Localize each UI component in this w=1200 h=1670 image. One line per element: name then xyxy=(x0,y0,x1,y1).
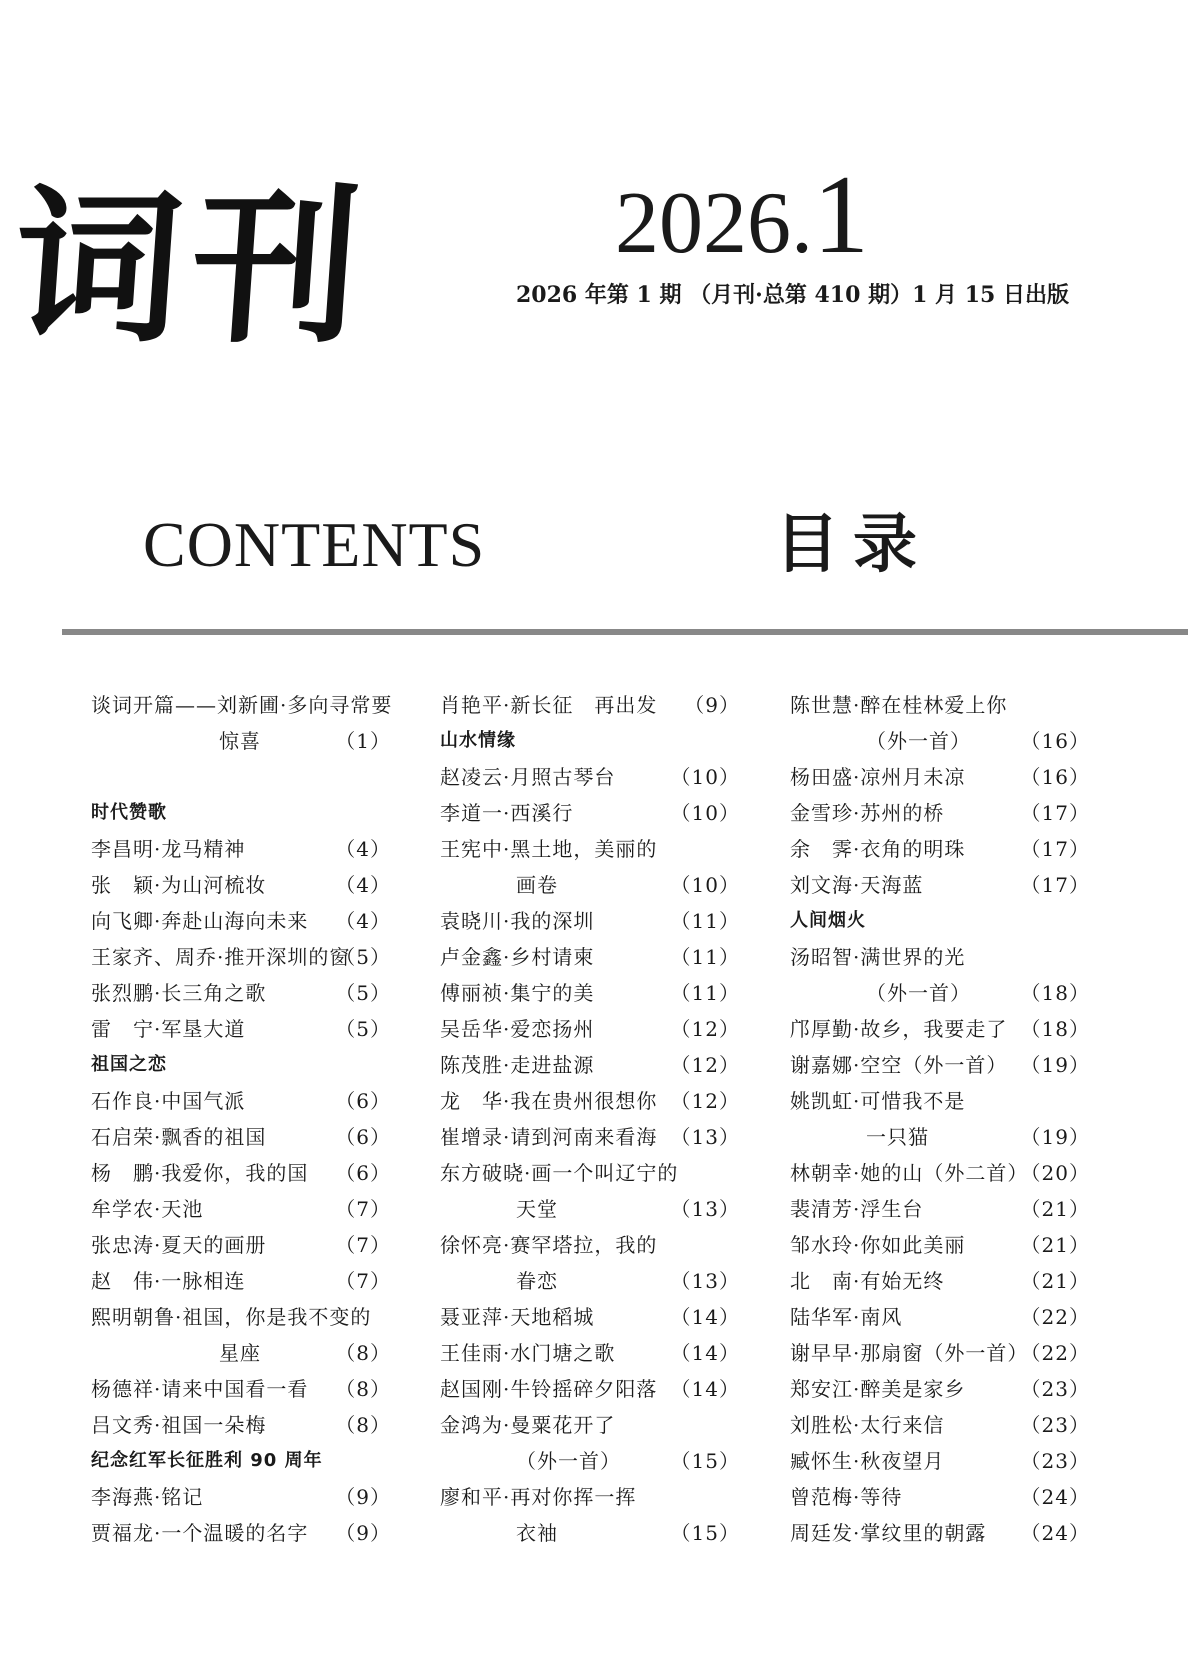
entry-title: 周廷发·掌纹里的朝露 xyxy=(790,1521,987,1545)
toc-entry[interactable] xyxy=(440,795,740,831)
entry-page: （17） xyxy=(1020,801,1090,825)
entry-title: 陈茂胜·走进盐源 xyxy=(440,1053,595,1077)
toc-entry[interactable] xyxy=(790,687,1090,723)
entry-title: 林朝幸·她的山（外二首） xyxy=(790,1161,1029,1185)
entry-page: （1） xyxy=(335,729,391,753)
entry-title: 眷恋 xyxy=(516,1269,558,1293)
entry-page: （7） xyxy=(335,1197,391,1221)
entry-title: 吕文秀·祖国一朵梅 xyxy=(91,1413,267,1437)
entry-title: 肖艳平·新长征 再出发 xyxy=(440,693,658,717)
contents-heading-en: CONTENTS xyxy=(143,509,486,580)
toc-entry[interactable] xyxy=(91,1263,391,1299)
entry-title: 邝厚勤·故乡，我要走了 xyxy=(790,1017,1008,1041)
entry-page: （22） xyxy=(1020,1341,1090,1365)
toc-entry[interactable] xyxy=(91,1407,391,1443)
toc-entry[interactable] xyxy=(91,1515,391,1551)
entry-page: （6） xyxy=(335,1161,391,1185)
entry-page: （8） xyxy=(335,1341,391,1365)
toc-entry[interactable] xyxy=(440,1263,740,1299)
entry-page: （5） xyxy=(335,945,391,969)
entry-title: 杨田盛·凉州月未凉 xyxy=(790,765,966,789)
toc-entry[interactable] xyxy=(440,1371,740,1407)
toc-entry[interactable] xyxy=(790,867,1090,903)
toc-entry[interactable] xyxy=(440,1119,740,1155)
toc-entry[interactable] xyxy=(91,1227,391,1263)
toc-entry[interactable] xyxy=(440,903,740,939)
entry-title: 熙明朝鲁·祖国，你是我不变的 xyxy=(91,1305,372,1329)
entry-title: 臧怀生·秋夜望月 xyxy=(790,1449,945,1473)
section-title: 人间烟火 xyxy=(790,910,866,931)
entry-title: 谢嘉娜·空空（外一首） xyxy=(790,1053,1008,1077)
toc-entry[interactable] xyxy=(790,1371,1090,1407)
toc-entry[interactable] xyxy=(790,831,1090,867)
toc-entry[interactable] xyxy=(440,1407,740,1443)
entry-title: 汤昭智·满世界的光 xyxy=(790,945,966,969)
toc-entry[interactable] xyxy=(440,1335,740,1371)
entry-page: （11） xyxy=(670,981,740,1005)
entry-page: （10） xyxy=(670,765,740,789)
entry-page: （9） xyxy=(684,693,740,717)
entry-title: 星座 xyxy=(219,1341,261,1365)
toc-entry[interactable] xyxy=(91,1119,391,1155)
toc-entry[interactable] xyxy=(440,1191,740,1227)
entry-title: 李道一·西溪行 xyxy=(440,801,574,825)
toc-entry[interactable] xyxy=(790,1011,1090,1047)
entry-title: 画卷 xyxy=(516,873,558,897)
toc-entry[interactable] xyxy=(440,1299,740,1335)
entry-title: 邹水玲·你如此美丽 xyxy=(790,1233,966,1257)
toc-entry[interactable] xyxy=(440,867,740,903)
entry-page: （22） xyxy=(1020,1305,1090,1329)
toc-entry[interactable] xyxy=(790,1479,1090,1515)
entry-page: （12） xyxy=(670,1017,740,1041)
toc-entry[interactable] xyxy=(440,1515,740,1551)
entry-title: 谈词开篇——刘新圃·多向寻常要 xyxy=(91,693,393,717)
entry-page: （6） xyxy=(335,1089,391,1113)
entry-page: （11） xyxy=(670,909,740,933)
entry-title: 袁晓川·我的深圳 xyxy=(440,909,595,933)
entry-page: （21） xyxy=(1020,1197,1090,1221)
toc-entry[interactable] xyxy=(790,1263,1090,1299)
entry-page: （20） xyxy=(1020,1161,1090,1185)
entry-title: 一只猫 xyxy=(866,1125,929,1149)
section-title: 祖国之恋 xyxy=(91,1054,167,1075)
entry-title: 聂亚萍·天地稻城 xyxy=(440,1305,595,1329)
entry-title: 王宪中·黑土地，美丽的 xyxy=(440,837,658,861)
magazine-logo: 词刊 xyxy=(7,170,377,366)
entry-title: 张忠涛·夏天的画册 xyxy=(91,1233,267,1257)
entry-page: （14） xyxy=(670,1341,740,1365)
issue-number-big: 1 xyxy=(813,153,869,277)
entry-page: （15） xyxy=(670,1449,740,1473)
toc-entry[interactable] xyxy=(91,687,391,723)
entry-title: 傅丽祯·集宁的美 xyxy=(440,981,595,1005)
entry-title: 北 南·有始无终 xyxy=(790,1269,945,1293)
entry-page: （23） xyxy=(1020,1377,1090,1401)
entry-title: 金鸿为·曼粟花开了 xyxy=(440,1413,616,1437)
toc-column-2 xyxy=(440,687,740,1551)
entry-page: （12） xyxy=(670,1053,740,1077)
toc-entry[interactable] xyxy=(91,1011,391,1047)
entry-title: 雷 宁·军垦大道 xyxy=(91,1017,246,1041)
entry-page: （24） xyxy=(1020,1485,1090,1509)
entry-page: （18） xyxy=(1020,981,1090,1005)
toc-entry[interactable] xyxy=(790,1047,1090,1083)
entry-page: （8） xyxy=(335,1377,391,1401)
entry-title: 向飞卿·奔赴山海向未来 xyxy=(91,909,309,933)
entry-page: （18） xyxy=(1020,1017,1090,1041)
entry-page: （13） xyxy=(670,1125,740,1149)
toc-entry[interactable] xyxy=(91,831,391,867)
toc-section-heading xyxy=(440,723,740,759)
entry-page: （5） xyxy=(335,981,391,1005)
section-title: 时代赞歌 xyxy=(91,802,167,823)
toc-column-1 xyxy=(91,687,391,1551)
entry-page: （23） xyxy=(1020,1413,1090,1437)
toc-entry[interactable] xyxy=(790,939,1090,975)
entry-page: （21） xyxy=(1020,1269,1090,1293)
toc-section-heading xyxy=(91,1443,391,1479)
entry-page: （16） xyxy=(1020,729,1090,753)
entry-title: 刘文海·天海蓝 xyxy=(790,873,924,897)
entry-title: 郑安江·醉美是家乡 xyxy=(790,1377,966,1401)
toc-entry[interactable] xyxy=(440,831,740,867)
issue-info: 2026 年第 1 期 （月刊·总第 410 期）1 月 15 日出版 xyxy=(516,282,1069,308)
entry-page: （4） xyxy=(335,837,391,861)
entry-page: （12） xyxy=(670,1089,740,1113)
entry-title: （外一首） xyxy=(516,1449,621,1473)
entry-page: （24） xyxy=(1020,1521,1090,1545)
entry-page: （10） xyxy=(670,801,740,825)
entry-title: 曾范梅·等待 xyxy=(790,1485,903,1509)
toc-section-heading xyxy=(91,1047,391,1083)
entry-title: （外一首） xyxy=(866,729,971,753)
entry-page: （8） xyxy=(335,1413,391,1437)
toc-entry[interactable] xyxy=(91,1299,391,1335)
toc-entry[interactable] xyxy=(790,1083,1090,1119)
entry-title: 廖和平·再对你挥一挥 xyxy=(440,1485,637,1509)
entry-page: （15） xyxy=(670,1521,740,1545)
entry-page: （6） xyxy=(335,1125,391,1149)
entry-title: 赵 伟·一脉相连 xyxy=(91,1269,246,1293)
entry-page: （11） xyxy=(670,945,740,969)
entry-title: 王佳雨·水门塘之歌 xyxy=(440,1341,616,1365)
issue-prefix: 2026. xyxy=(615,175,813,272)
toc-entry[interactable] xyxy=(790,1191,1090,1227)
toc-entry[interactable] xyxy=(440,1479,740,1515)
entry-title: 卢金鑫·乡村请柬 xyxy=(440,945,595,969)
entry-title: 余 霁·衣角的明珠 xyxy=(790,837,966,861)
entry-title: 龙 华·我在贵州很想你 xyxy=(440,1089,658,1113)
issue-number xyxy=(615,153,869,277)
entry-title: 牟学农·天池 xyxy=(91,1197,204,1221)
entry-page: （7） xyxy=(335,1233,391,1257)
entry-title: 刘胜松·太行来信 xyxy=(790,1413,945,1437)
toc-entry[interactable] xyxy=(91,1479,391,1515)
entry-page: （19） xyxy=(1020,1053,1090,1077)
contents-heading-zh: 目录 xyxy=(775,508,931,582)
toc-section-heading xyxy=(91,795,391,831)
toc-entry[interactable] xyxy=(91,939,391,975)
toc-section-heading xyxy=(790,903,1090,939)
entry-page: （17） xyxy=(1020,873,1090,897)
entry-page: （17） xyxy=(1020,837,1090,861)
toc-entry[interactable] xyxy=(790,795,1090,831)
entry-page: （10） xyxy=(670,873,740,897)
toc-entry[interactable] xyxy=(91,1155,391,1191)
entry-page: （13） xyxy=(670,1197,740,1221)
toc-entry[interactable] xyxy=(790,1155,1090,1191)
toc-spacer xyxy=(91,759,391,795)
entry-page: （4） xyxy=(335,909,391,933)
toc-entry[interactable] xyxy=(440,1083,740,1119)
entry-title: 陆华军·南风 xyxy=(790,1305,903,1329)
toc-entry[interactable] xyxy=(91,1371,391,1407)
toc-entry[interactable] xyxy=(790,723,1090,759)
toc-entry[interactable] xyxy=(790,1335,1090,1371)
entry-title: 姚凯虹·可惜我不是 xyxy=(790,1089,966,1113)
entry-title: （外一首） xyxy=(866,981,971,1005)
toc-entry[interactable] xyxy=(91,1083,391,1119)
entry-title: 裴清芳·浮生台 xyxy=(790,1197,924,1221)
divider-rule xyxy=(62,629,1188,635)
toc-entry[interactable] xyxy=(91,1335,391,1371)
toc-column-3 xyxy=(790,687,1090,1551)
entry-title: 石启荣·飘香的祖国 xyxy=(91,1125,267,1149)
toc-entry[interactable] xyxy=(790,1407,1090,1443)
entry-title: 石作良·中国气派 xyxy=(91,1089,246,1113)
entry-title: 赵凌云·月照古琴台 xyxy=(440,765,616,789)
entry-page: （4） xyxy=(335,873,391,897)
entry-page: （14） xyxy=(670,1377,740,1401)
entry-page: （5） xyxy=(335,1017,391,1041)
toc-entry[interactable] xyxy=(790,1443,1090,1479)
entry-page: （16） xyxy=(1020,765,1090,789)
toc-entry[interactable] xyxy=(790,1299,1090,1335)
toc-entry[interactable] xyxy=(790,1119,1090,1155)
entry-title: 惊喜 xyxy=(219,729,261,753)
toc-entry[interactable] xyxy=(91,867,391,903)
entry-page: （14） xyxy=(670,1305,740,1329)
toc-entry[interactable] xyxy=(790,1227,1090,1263)
entry-title: 陈世慧·醉在桂林爱上你 xyxy=(790,693,1008,717)
toc-entry[interactable] xyxy=(440,759,740,795)
toc-entry[interactable] xyxy=(440,975,740,1011)
toc-entry[interactable] xyxy=(91,723,391,759)
section-title: 山水情缘 xyxy=(440,730,516,751)
entry-title: 张烈鹏·长三角之歌 xyxy=(91,981,267,1005)
toc-entry[interactable] xyxy=(440,1227,740,1263)
entry-title: 天堂 xyxy=(516,1197,558,1221)
entry-title: 金雪珍·苏州的桥 xyxy=(790,801,945,825)
entry-title: 崔增录·请到河南来看海 xyxy=(440,1125,658,1149)
entry-page: （19） xyxy=(1020,1125,1090,1149)
toc-entry[interactable] xyxy=(790,975,1090,1011)
entry-title: 徐怀亮·赛罕塔拉，我的 xyxy=(440,1233,658,1257)
toc-entry[interactable] xyxy=(790,759,1090,795)
toc-entry[interactable] xyxy=(440,939,740,975)
entry-title: 王家齐、周乔·推开深圳的窗 xyxy=(91,945,351,969)
entry-title: 贾福龙·一个温暖的名字 xyxy=(91,1521,309,1545)
entry-title: 李昌明·龙马精神 xyxy=(91,837,246,861)
entry-title: 杨 鹏·我爱你，我的国 xyxy=(91,1161,309,1185)
entry-title: 杨德祥·请来中国看一看 xyxy=(91,1377,309,1401)
entry-page: （21） xyxy=(1020,1233,1090,1257)
entry-title: 张 颖·为山河梳妆 xyxy=(91,873,267,897)
entry-title: 吴岳华·爱恋扬州 xyxy=(440,1017,595,1041)
entry-page: （9） xyxy=(335,1521,391,1545)
entry-page: （13） xyxy=(670,1269,740,1293)
toc-entry[interactable] xyxy=(91,903,391,939)
toc-entry[interactable] xyxy=(440,687,740,723)
toc-entry[interactable] xyxy=(91,1191,391,1227)
entry-title: 谢早早·那扇窗（外一首） xyxy=(790,1341,1029,1365)
toc-entry[interactable] xyxy=(440,1443,740,1479)
entry-page: （9） xyxy=(335,1485,391,1509)
toc-entry[interactable] xyxy=(440,1011,740,1047)
entry-title: 衣袖 xyxy=(516,1521,558,1545)
section-title: 纪念红军长征胜利 90 周年 xyxy=(91,1450,323,1471)
toc-entry[interactable] xyxy=(440,1047,740,1083)
entry-title: 赵国刚·牛铃摇碎夕阳落 xyxy=(440,1377,658,1401)
entry-title: 东方破晓·画一个叫辽宁的 xyxy=(440,1161,679,1185)
toc-entry[interactable] xyxy=(91,975,391,1011)
toc-entry[interactable] xyxy=(790,1515,1090,1551)
entry-page: （7） xyxy=(335,1269,391,1293)
toc-entry[interactable] xyxy=(440,1155,740,1191)
entry-page: （23） xyxy=(1020,1449,1090,1473)
entry-title: 李海燕·铭记 xyxy=(91,1485,204,1509)
